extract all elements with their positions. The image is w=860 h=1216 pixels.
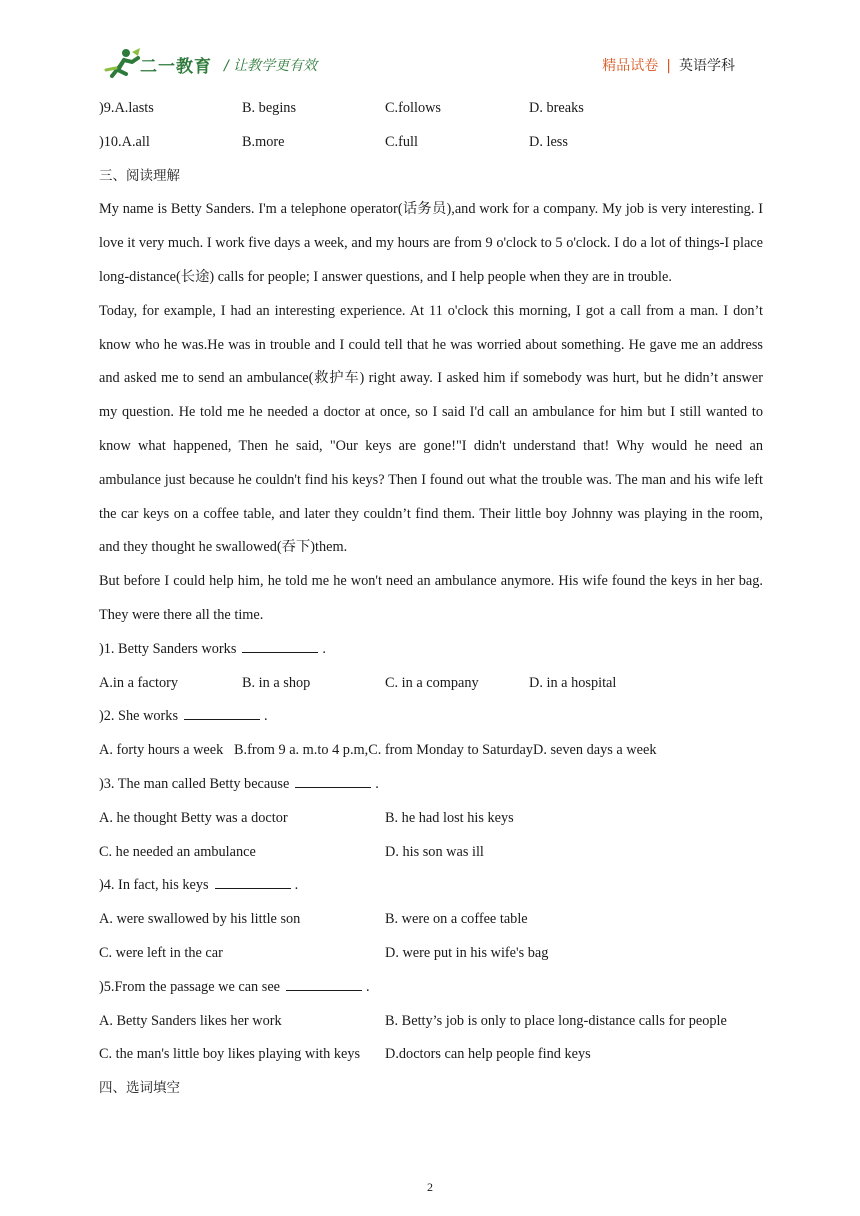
option-b: B. begins xyxy=(242,100,297,116)
option-b: B. Betty’s job is only to place long-distance calls for people xyxy=(385,1012,727,1029)
question-3-options-ab xyxy=(99,802,763,836)
option-c: C. in a company xyxy=(385,674,479,691)
option-b: B. he had lost his keys xyxy=(385,809,514,826)
question-3-stem xyxy=(99,768,763,802)
cloze-question-9 xyxy=(99,92,763,126)
stem-end: . xyxy=(294,877,299,894)
option-c: C. he needed an ambulance xyxy=(99,843,256,860)
option-a: A. were swallowed by his little son xyxy=(99,911,301,928)
page-content xyxy=(99,92,763,1106)
option-a: A. Betty Sanders likes her work xyxy=(99,1012,282,1029)
option-a: A.in a factory xyxy=(99,674,178,691)
option-d: D. his son was ill xyxy=(385,843,484,860)
question-1-stem xyxy=(99,633,763,667)
option-c: C. the man's little boy likes playing with keys xyxy=(99,1046,361,1063)
option-d: D. less xyxy=(529,133,568,150)
cloze-question-10 xyxy=(99,126,763,160)
question-2-options: A. forty hours a week B.from 9 a. m.to 4 p.m,C. from Monday to SaturdayD. seven days a week xyxy=(99,742,657,759)
header-accent-label: 精品试卷 xyxy=(602,58,659,74)
option-b: B. in a shop xyxy=(242,674,311,691)
option-a: A. he thought Betty was a doctor xyxy=(99,809,288,826)
stem-end: . xyxy=(366,978,370,995)
header-slogan: / 让教学更有效 xyxy=(224,58,318,74)
stem-end: . xyxy=(322,640,326,657)
question-5-stem xyxy=(99,971,763,1005)
option-b: B. were on a coffee table xyxy=(385,911,528,928)
header-subject xyxy=(602,55,735,75)
answer-blank xyxy=(215,874,291,889)
answer-blank xyxy=(286,976,362,991)
logo-text: 二一教育 xyxy=(140,57,212,77)
question-5-options-ab xyxy=(99,1005,763,1039)
passage-paragraph-3: But before I could help him, he told me he won't need an ambulance anymore. His wife found the keys in her bag. They were there all the time. xyxy=(99,573,763,623)
option-d: D.doctors can help people find keys xyxy=(385,1046,591,1063)
question-stem: )3. The man called Betty because xyxy=(99,775,290,792)
question-4-stem xyxy=(99,869,763,903)
question-stem: )1. Betty Sanders works xyxy=(99,640,237,657)
option-c: C. were left in the car xyxy=(99,944,223,961)
question-1-options xyxy=(99,667,763,701)
option-c: C.follows xyxy=(385,100,442,116)
option-b: B.more xyxy=(242,133,285,150)
question-stem: )4. In fact, his keys xyxy=(99,877,209,894)
stem-end: . xyxy=(375,775,379,792)
header-separator: | xyxy=(666,58,671,74)
question-4-options-cd xyxy=(99,937,763,971)
question-stem: )2. She works xyxy=(99,708,179,725)
section-title-word-fill: 四、选词填空 xyxy=(99,1080,180,1097)
passage-paragraph-2: Today, for example, I had an interesting experience. At 11 o'clock this morning, I got a call from a man. I don’t know who he was.He was in trouble and I could tell that he was worried about something. He gave me an address and asked me to send an ambulance(救护车) right away. I asked him if somebody was hurt, but he didn’t answer my question. He told me he needed a doctor at once, so I said I'd call an ambulance for him but I still wanted to know what happened, Then he said, "Our keys are gone!"I didn't understand that! Why would he need an ambulance just because he couldn't find his keys? Then I found out what the trouble was. The man and his wife left the car keys on a coffee table, and later they couldn’t find them. Their little boy Johnny was playing in the room, and they thought he swallowed(吞下)them. xyxy=(99,302,763,556)
question-number: )9.A.lasts xyxy=(99,100,154,116)
section-title-reading: 三、阅读理解 xyxy=(99,167,180,184)
option-d: D. breaks xyxy=(529,100,584,116)
page-number: 2 xyxy=(427,1180,433,1194)
option-d: D. in a hospital xyxy=(529,674,617,691)
answer-blank xyxy=(184,705,260,720)
option-d: D. were put in his wife's bag xyxy=(385,944,549,961)
question-2-stem xyxy=(99,700,763,734)
answer-blank xyxy=(242,638,318,653)
answer-blank xyxy=(295,773,371,788)
question-3-options-cd xyxy=(99,836,763,870)
page-header xyxy=(0,0,860,90)
header-subject-label: 英语学科 xyxy=(679,58,735,74)
question-number: )10.A.all xyxy=(99,133,150,150)
option-c: C.full xyxy=(385,133,418,150)
question-5-options-cd xyxy=(99,1038,763,1072)
question-4-options-ab xyxy=(99,903,763,937)
stem-end: . xyxy=(264,708,268,725)
passage-paragraph-1: My name is Betty Sanders. I'm a telephone operator(话务员),and work for a company. My job is very interesting. I love it very much. I work five days a week, and my hours are from 9 o'clock to 5 o'clock. I do a lot of things-I place long-distance(长途) calls for people; I answer questions, and I help people when they are in trouble. xyxy=(99,201,763,285)
question-stem: )5.From the passage we can see xyxy=(99,978,281,995)
